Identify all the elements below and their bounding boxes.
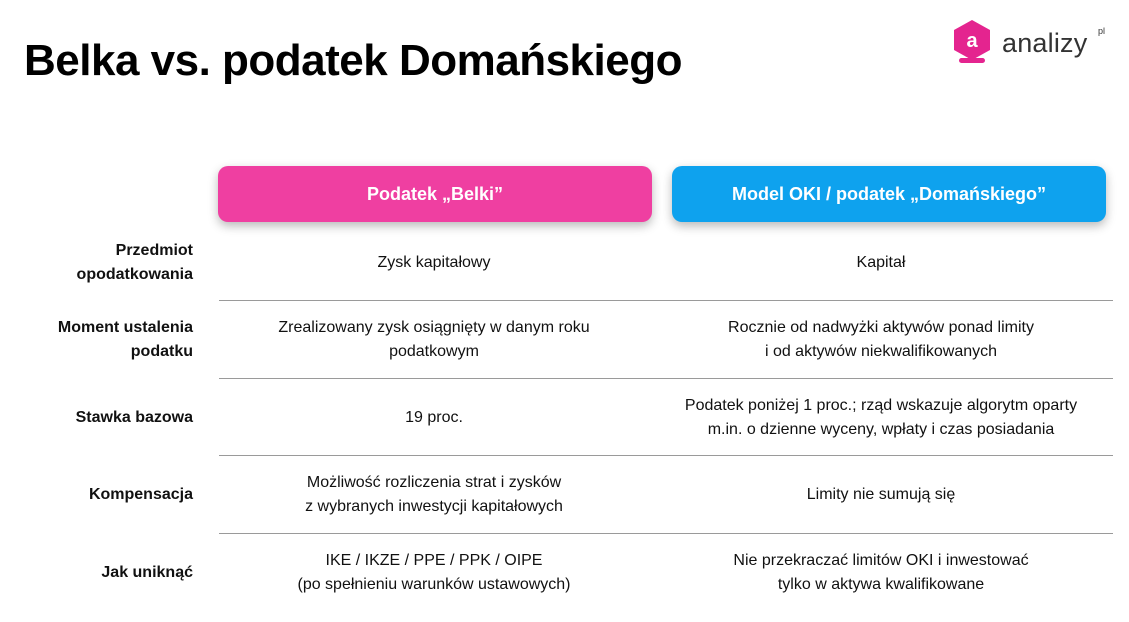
cell-oki-line: i od aktywów niekwalifikowanych: [764, 343, 998, 360]
cell-oki-line: m.in. o dzienne wyceny, wpłaty i czas posiadania: [707, 420, 1055, 438]
row-label: [0, 379, 193, 456]
row-label-line: Moment ustalenia: [57, 319, 193, 336]
cell-oki: [650, 225, 1112, 301]
cell-belka-line: Zysk kapitałowy: [377, 254, 491, 271]
page-title: Belka vs. podatek Domańskiego: [24, 36, 682, 85]
analizy-logo-icon: [950, 18, 994, 66]
cell-oki: [650, 301, 1112, 379]
cell-belka-line: Zrealizowany zysk osiągnięty w danym roku: [278, 319, 590, 336]
cell-belka-line: z wybranych inwestycji kapitałowych: [305, 498, 563, 515]
cell-belka: [218, 225, 650, 301]
row-divider: [219, 300, 1113, 301]
cell-oki: [650, 456, 1112, 534]
cell-oki-line: Nie przekraczać limitów OKI i inwestować: [733, 552, 1029, 569]
cell-belka-line: podatkowym: [389, 343, 479, 360]
logo-suffix: pl: [1098, 26, 1106, 36]
cell-belka-line: (po spełnieniu warunków ustawowych): [297, 576, 571, 593]
cell-belka-line: IKE / IKZE / PPE / PPK / OIPE: [325, 552, 543, 569]
row-divider: [219, 533, 1113, 534]
analizy-logo: [950, 18, 1115, 68]
cell-belka-line: Możliwość rozliczenia strat i zysków: [306, 474, 562, 491]
row-label: [0, 456, 193, 534]
table-row: [0, 456, 1129, 534]
row-label-line: Jak uniknąć: [101, 564, 193, 581]
table-row: [0, 534, 1129, 612]
cell-oki: [650, 379, 1112, 456]
cell-belka: [218, 379, 650, 456]
row-label: [0, 301, 193, 379]
cell-oki-line: Limity nie sumują się: [806, 486, 956, 503]
row-label-line: Przedmiot: [115, 242, 193, 259]
cell-oki: [650, 534, 1112, 612]
table-row: [0, 301, 1129, 379]
cell-belka: [218, 534, 650, 612]
row-label-line: Stawka bazowa: [75, 408, 193, 426]
row-divider: [219, 378, 1113, 379]
cell-oki-line: Rocznie od nadwyżki aktywów ponad limity: [728, 319, 1034, 336]
cell-belka: [218, 456, 650, 534]
cell-oki-line: Podatek poniżej 1 proc.; rząd wskazuje algorytm oparty: [684, 396, 1078, 414]
row-label-line: opodatkowania: [76, 266, 193, 283]
table-row: [0, 379, 1129, 456]
cell-belka: [218, 301, 650, 379]
cell-oki-line: Kapitał: [856, 254, 906, 271]
svg-text:a: a: [966, 30, 978, 52]
row-label-line: podatku: [130, 343, 193, 360]
cell-belka-line: 19 proc.: [405, 408, 463, 426]
row-label-line: Kompensacja: [88, 486, 193, 503]
column-header-oki: Model OKI / podatek „Domańskiego”: [672, 166, 1106, 222]
row-divider: [219, 455, 1113, 456]
row-label: [0, 534, 193, 612]
column-header-belka: Podatek „Belki”: [218, 166, 652, 222]
logo-wordmark: analizy: [1002, 28, 1088, 58]
row-label: [0, 225, 193, 301]
table-row: [0, 225, 1129, 301]
cell-oki-line: tylko w aktywa kwalifikowane: [777, 576, 985, 593]
